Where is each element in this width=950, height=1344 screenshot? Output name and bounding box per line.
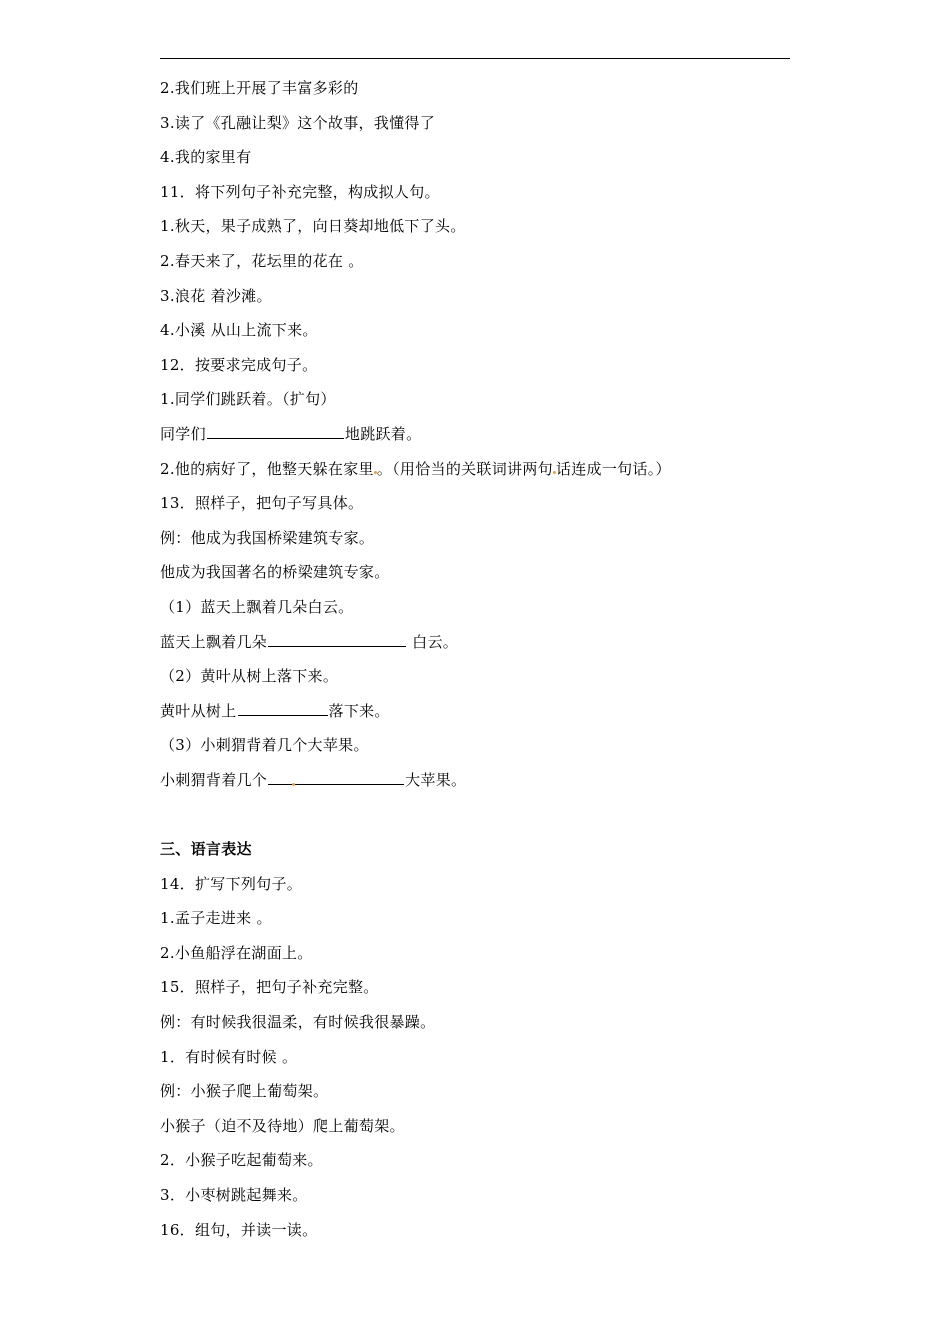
text-line: 2.我们班上开展了丰富多彩的 [160,79,359,97]
fill-line-suffix: 地跳跃着。 [344,424,422,443]
fill-line-suffix: 落下来。 [328,701,390,720]
text-line: 3.读了《孔融让梨》这个故事，我懂得了 [160,113,436,132]
text-line: 3.浪花 着沙滩。 [160,286,272,305]
worksheet-body [160,76,800,1252]
text-line: 1.同学们跳跃着。（扩句） [160,390,336,409]
fill-line-prefix: 同学们 [160,424,206,443]
spacer [160,802,800,837]
answer-blank[interactable] [268,632,406,647]
text-line: 他成为我国著名的桥梁建筑专家。 [160,563,390,582]
question-heading: 11．将下列句子补充完整，构成拟人句。 [160,182,440,201]
fill-line-prefix: 黄叶从树上 [160,701,237,720]
section-heading: 三、语言表达 [160,840,252,859]
fill-line [160,699,800,734]
text-line: 例：有时候我很温柔，有时候我很暴躁。 [160,1013,436,1032]
text-line: 2．小猴子吃起葡萄来。 [160,1151,323,1170]
answer-blank[interactable] [238,701,328,716]
question-heading: 12．按要求完成句子。 [160,355,318,374]
text-segment: 2.他的病好了，他整天躲在家里 [160,459,374,478]
text-line: 例：他成为我国桥梁建筑专家。 [160,528,375,547]
text-line: 1.孟子走进来 。 [160,909,272,928]
text-segment: 。（用恰当的关联词讲两句 [376,459,553,478]
fill-line [160,422,800,457]
text-line: （1）蓝天上飘着几朵白云。 [160,597,354,616]
header-rule [160,58,790,59]
text-line: 2.小鱼船浮在湖面上。 [160,943,313,962]
fill-line-suffix: 白云。 [407,632,459,651]
text-line: 3．小枣树跳起舞来。 [160,1186,308,1204]
text-line: 4.小溪 从山上流下来。 [160,321,318,340]
fill-line [160,630,800,665]
question-heading: 14．扩写下列句子。 [160,874,303,893]
text-line: 例：小猴子爬上葡萄架。 [160,1082,329,1101]
text-line: 1．有时候有时候 。 [160,1047,298,1066]
text-line: 2.春天来了，花坛里的花在 。 [160,251,364,270]
text-line: （3）小刺猬背着几个大苹果。 [160,736,369,755]
fill-line [160,768,800,803]
text-line: （2）黄叶从树上落下来。 [160,667,339,686]
text-line: 1.秋天，果子成熟了，向日葵却地低下了头。 [160,217,466,236]
question-heading: 16．组句，并读一读。 [160,1220,318,1239]
answer-blank[interactable] [207,424,344,439]
question-heading: 13．照样子，把句子写具体。 [160,494,364,513]
fill-line-prefix: 蓝天上飘着几朵 [160,632,268,651]
answer-blank[interactable] [268,770,404,785]
text-line [160,457,800,492]
fill-line-prefix: 小刺猬背着几个 [160,770,268,789]
highlight-mark [292,783,295,786]
question-heading: 15．照样子，把句子补充完整。 [160,978,379,997]
text-line: 4.我的家里有 [160,148,252,167]
text-segment: 话连成一句话。） [555,459,671,478]
fill-line-suffix: 大苹果。 [405,770,467,789]
text-line: 小猴子（迫不及待地）爬上葡萄架。 [160,1116,405,1135]
